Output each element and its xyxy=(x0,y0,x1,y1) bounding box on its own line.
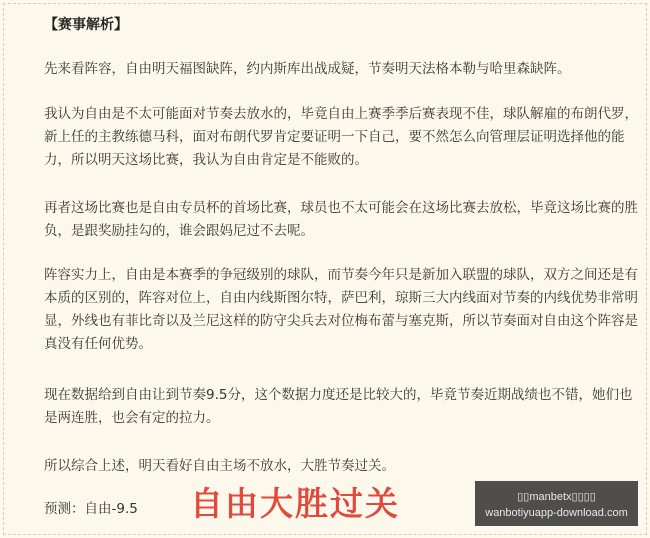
paragraph-data xyxy=(44,384,640,430)
paragraph-strength xyxy=(44,264,640,356)
paragraph-text: 先来看阵容，自由明天福图缺阵，约内斯库出战成疑，节奏明天法格本勒与哈里森缺阵。 xyxy=(44,61,571,77)
paragraph-text: 所以综合上述，明天看好自由主场不放水，大胜节奏过关。 xyxy=(44,458,395,474)
paragraph-cup xyxy=(44,197,640,243)
paragraph-text: 现在数据给到自由让到节奏9.5分，这个数据力度还是比较大的，毕竟节奏近期战绩也不错，她们也是两连胜，也会有定的拉力。 xyxy=(44,387,633,426)
paragraph-analysis xyxy=(44,103,640,172)
section-heading: 【赛事解析】 xyxy=(44,17,128,33)
paragraph-lineup xyxy=(44,58,640,81)
paragraph-conclusion xyxy=(44,455,640,478)
paragraph-text: 再者这场比赛也是自由专员杯的首场比赛，球员也不太可能会在这场比赛去放松，毕竟这场比赛的胜负，是跟奖励挂勾的，谁会跟妈尼过不去呢。 xyxy=(44,200,638,239)
paragraph-text: 我认为自由是不太可能面对节奏去放水的，毕竟自由上赛季季后赛表现不佳，球队解雇的布朗代罗，新上任的主教练德马科，面对布朗代罗肯定要证明一下自己，要不然怎么向管理层证明选择他的能力，所以明天这场比赛，我认为自由肯定是不能败的。 xyxy=(44,106,638,168)
highlight-title: 自由大胜过关 xyxy=(190,484,400,523)
prediction-text: 预测：自由-9.5 xyxy=(44,501,138,517)
watermark xyxy=(475,481,638,526)
watermark-line1: ▯▯manbetx▯▯▯▯ xyxy=(517,491,596,503)
paragraph-text: 阵容实力上，自由是本赛季的争冠级别的球队，而节奏今年只是新加入联盟的球队，双方之间还是有本质的区别的，阵容对位上，自由内线斯图尔特，萨巴利，琼斯三大内线面对节奏的内线优势非常明显，外线也有菲比奇以及兰尼这样的防守尖兵去对位梅布蕾与塞克斯，所以节奏面对自由这个阵容是真没有任何优势。 xyxy=(44,267,638,352)
watermark-line2: wanbotiyuapp-download.com xyxy=(485,507,628,519)
